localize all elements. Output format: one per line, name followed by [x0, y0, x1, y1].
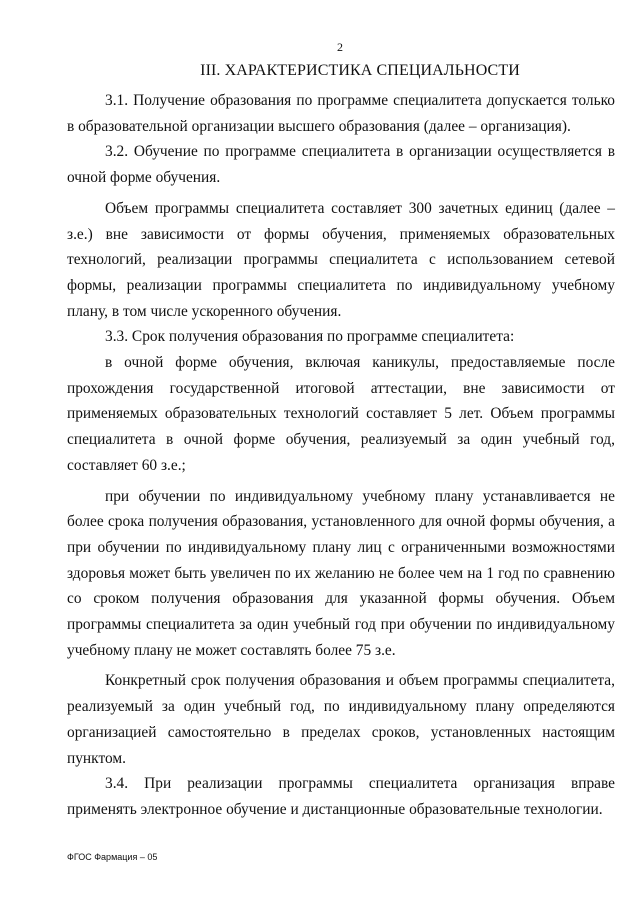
paragraph-3-3: 3.3. Срок получения образования по программе специалитета:: [105, 328, 515, 346]
paragraph-full-time: в очной форме обучения, включая каникулы, предоставляемые после прохождения государственной итоговой аттестации, вне зависимости от применяемых образовательных технологий составляет 5 лет. Объем программы специалитета в очной форме обучения, реализуемый за один учебный год, составляет 60 з.е.;: [67, 354, 615, 474]
page-number: 2: [337, 40, 343, 54]
document-body: [67, 88, 615, 823]
paragraph-specific-term: Конкретный срок получения образования и объем программы специалитета, реализуемый за один учебный год, по индивидуальному плану определяются организацией самостоятельно в пределах сроков, установленных настоящим пунктом.: [67, 672, 615, 767]
paragraph-3-1: 3.1. Получение образования по программе специалитета допускается только в образовательной организации высшего образования (далее – организация).: [67, 92, 615, 135]
paragraph-individual-plan: при обучении по индивидуальному учебному плану устанавливается не более срока получения образования, установленного для очной формы обучения, а при обучении по индивидуальному плану лиц с ограниченными возможностями здоровья может быть увеличен по их желанию не более чем на 1 год по сравнению со сроком получения образования для указанной формы обучения. Объем программы специалитета за один учебный год при обучении по индивидуальному учебному плану не может составлять более 75 з.е.: [67, 487, 615, 659]
paragraph-3-4: 3.4. При реализации программы специалитета организация вправе применять электронное обучение и дистанционные образовательные технологии.: [67, 775, 615, 818]
paragraph-3-2: 3.2. Обучение по программе специалитета в организации осуществляется в очной форме обучения.: [67, 143, 615, 187]
paragraph-volume: Объем программы специалитета составляет 300 зачетных единиц (далее – з.е.) вне зависимости от формы обучения, применяемых образовательных технологий, реализации программы специалитета с использованием сетевой формы, реализации программы специалитета по индивидуальному учебному плану, в том числе ускоренного обучения.: [67, 199, 615, 320]
footer-label: ФГОС Фармация – 05: [67, 852, 158, 862]
section-title: III. ХАРАКТЕРИСТИКА СПЕЦИАЛЬНОСТИ: [200, 62, 520, 79]
